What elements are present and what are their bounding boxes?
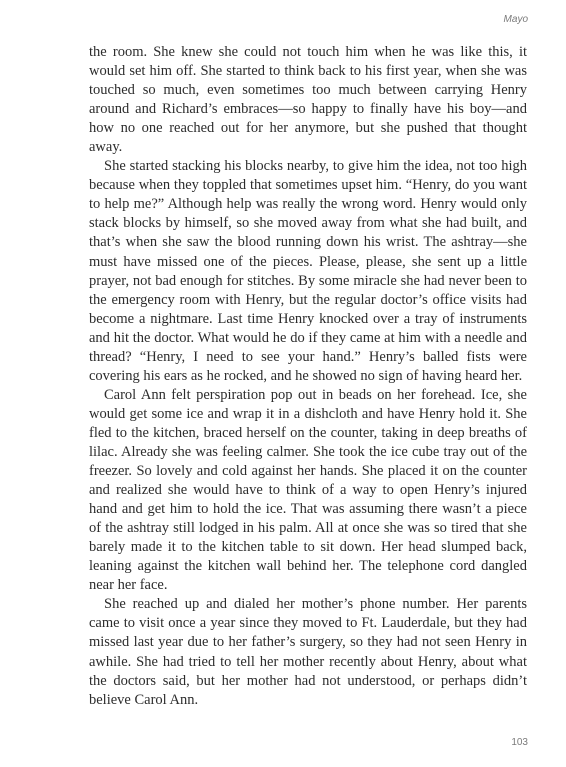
paragraph-4: She reached up and dialed her mother’s phone number. Her parents came to visit once a year since they moved to Ft. Lauderdale, but they had missed last year due to her father’s surgery, so they had not seen Henry in awhile. She had tried to tell her mother recently about Henry, about what the doctors said, but her mother had not understood, or perhaps didn’t believe Carol Ann. <box>89 596 527 708</box>
page-number: 103 <box>511 737 528 748</box>
paragraph-3: Carol Ann felt perspiration pop out in beads on her forehead. Ice, she would get some ice and wrap it in a dishcloth and have Henry hold it. She fled to the kitchen, braced herself on the counter, taking in deep breaths of lilac. Already she was feeling calmer. She took the ice cube tray out of the freezer. So lovely and cold against her hands. She placed it on the counter and realized she would have to think of a way to open Henry’s injured hand and get him to hold the ice. That was assuming there wasn’t a piece of the ashtray still lodged in his palm. All at once she was so tired that she barely made it to the kitchen table to sit down. Her head slumped back, leaning against the kitchen wall behind her. The telephone cord dangled near her face. <box>89 386 527 594</box>
paragraph-1: the room. She knew she could not touch him when he was like this, it would set him off. She started to think back to his first year, when she was touched so much, even sometimes too much between carrying Henry around and Richard’s embraces—so happy to finally have his boy—and how no one reached out for her anymore, but she pushed that thought away. <box>89 44 527 156</box>
paragraph-2: She started stacking his blocks nearby, to give him the idea, not too high because when they toppled that sometimes upset him. “Henry, do you want to help me?” Although help was really the wrong word. Henry would only stack blocks by himself, so she moved away from what she had built, and that’s when she saw the blood running down his wrist. The ashtray—she must have missed one of the pieces. Please, please, she sent up a little prayer, not bad enough for stitches. By some miracle she had never been to the emergency room with Henry, but the regular doctor’s office visits had become a nightmare. Last time Henry knocked over a tray of instruments and hit the doctor. What would he do if they came at him with a needle and thread? “Henry, I need to see your hand.” Henry’s balled fists were covering his ears as he rocked, and he showed no sign of having heard her. <box>89 158 527 384</box>
running-head: Mayo <box>503 14 528 25</box>
body-text <box>89 43 527 710</box>
